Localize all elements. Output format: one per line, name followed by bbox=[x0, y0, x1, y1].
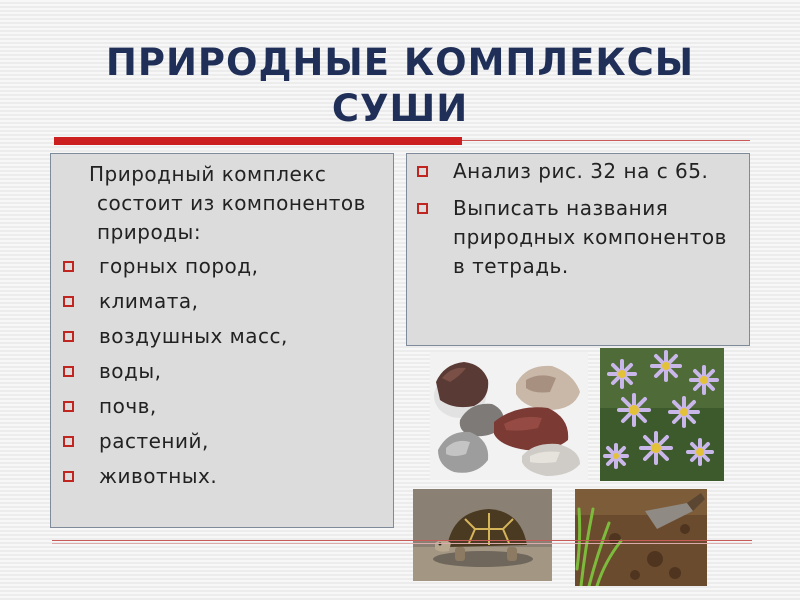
title-underline-thick bbox=[54, 137, 462, 145]
components-list bbox=[61, 252, 385, 491]
list-item-label: животных. bbox=[99, 464, 218, 488]
list-item bbox=[61, 357, 385, 386]
list-item bbox=[415, 194, 741, 281]
slide-title-line-1: ПРИРОДНЫЕ КОМПЛЕКСЫ bbox=[105, 41, 695, 84]
list-item bbox=[61, 427, 385, 456]
list-item bbox=[61, 392, 385, 421]
task-list bbox=[415, 157, 741, 281]
list-item-label: горных пород, bbox=[99, 254, 259, 278]
list-item-label: растений, bbox=[99, 429, 209, 453]
list-item-label: воздушных масс, bbox=[99, 324, 288, 348]
list-item bbox=[61, 462, 385, 491]
list-item-label: почв, bbox=[99, 394, 157, 418]
checkbox-bullet-icon bbox=[63, 296, 74, 307]
footer-rule-secondary bbox=[52, 543, 752, 544]
rocks-photo bbox=[430, 352, 588, 480]
checkbox-bullet-icon bbox=[63, 436, 74, 447]
list-item bbox=[61, 287, 385, 316]
checkbox-bullet-icon bbox=[63, 331, 74, 342]
checkbox-bullet-icon bbox=[63, 471, 74, 482]
slide-title bbox=[60, 40, 740, 132]
task-panel bbox=[406, 153, 750, 346]
list-item-label: Анализ рис. 32 на с 65. bbox=[453, 159, 709, 183]
checkbox-bullet-icon bbox=[63, 366, 74, 377]
list-item-label: Выписать названия природных компонентов в тетрадь. bbox=[453, 196, 727, 278]
checkbox-bullet-icon bbox=[417, 203, 428, 214]
checkbox-bullet-icon bbox=[63, 261, 74, 272]
slide-title-line-2: СУШИ bbox=[331, 87, 469, 130]
components-panel bbox=[50, 153, 394, 528]
list-item-label: климата, bbox=[99, 289, 199, 313]
list-item bbox=[61, 252, 385, 281]
footer-rule bbox=[52, 540, 752, 541]
list-item bbox=[415, 157, 741, 186]
checkbox-bullet-icon bbox=[417, 166, 428, 177]
tortoise-photo bbox=[413, 489, 552, 581]
list-item-label: воды, bbox=[99, 359, 162, 383]
list-item bbox=[61, 322, 385, 351]
components-intro: Природный комплекс состоит из компонентов природы: bbox=[89, 162, 366, 244]
title-underline-thin bbox=[462, 140, 750, 141]
soil-trowel-photo bbox=[575, 489, 707, 586]
checkbox-bullet-icon bbox=[63, 401, 74, 412]
aster-flowers-photo bbox=[600, 348, 724, 481]
